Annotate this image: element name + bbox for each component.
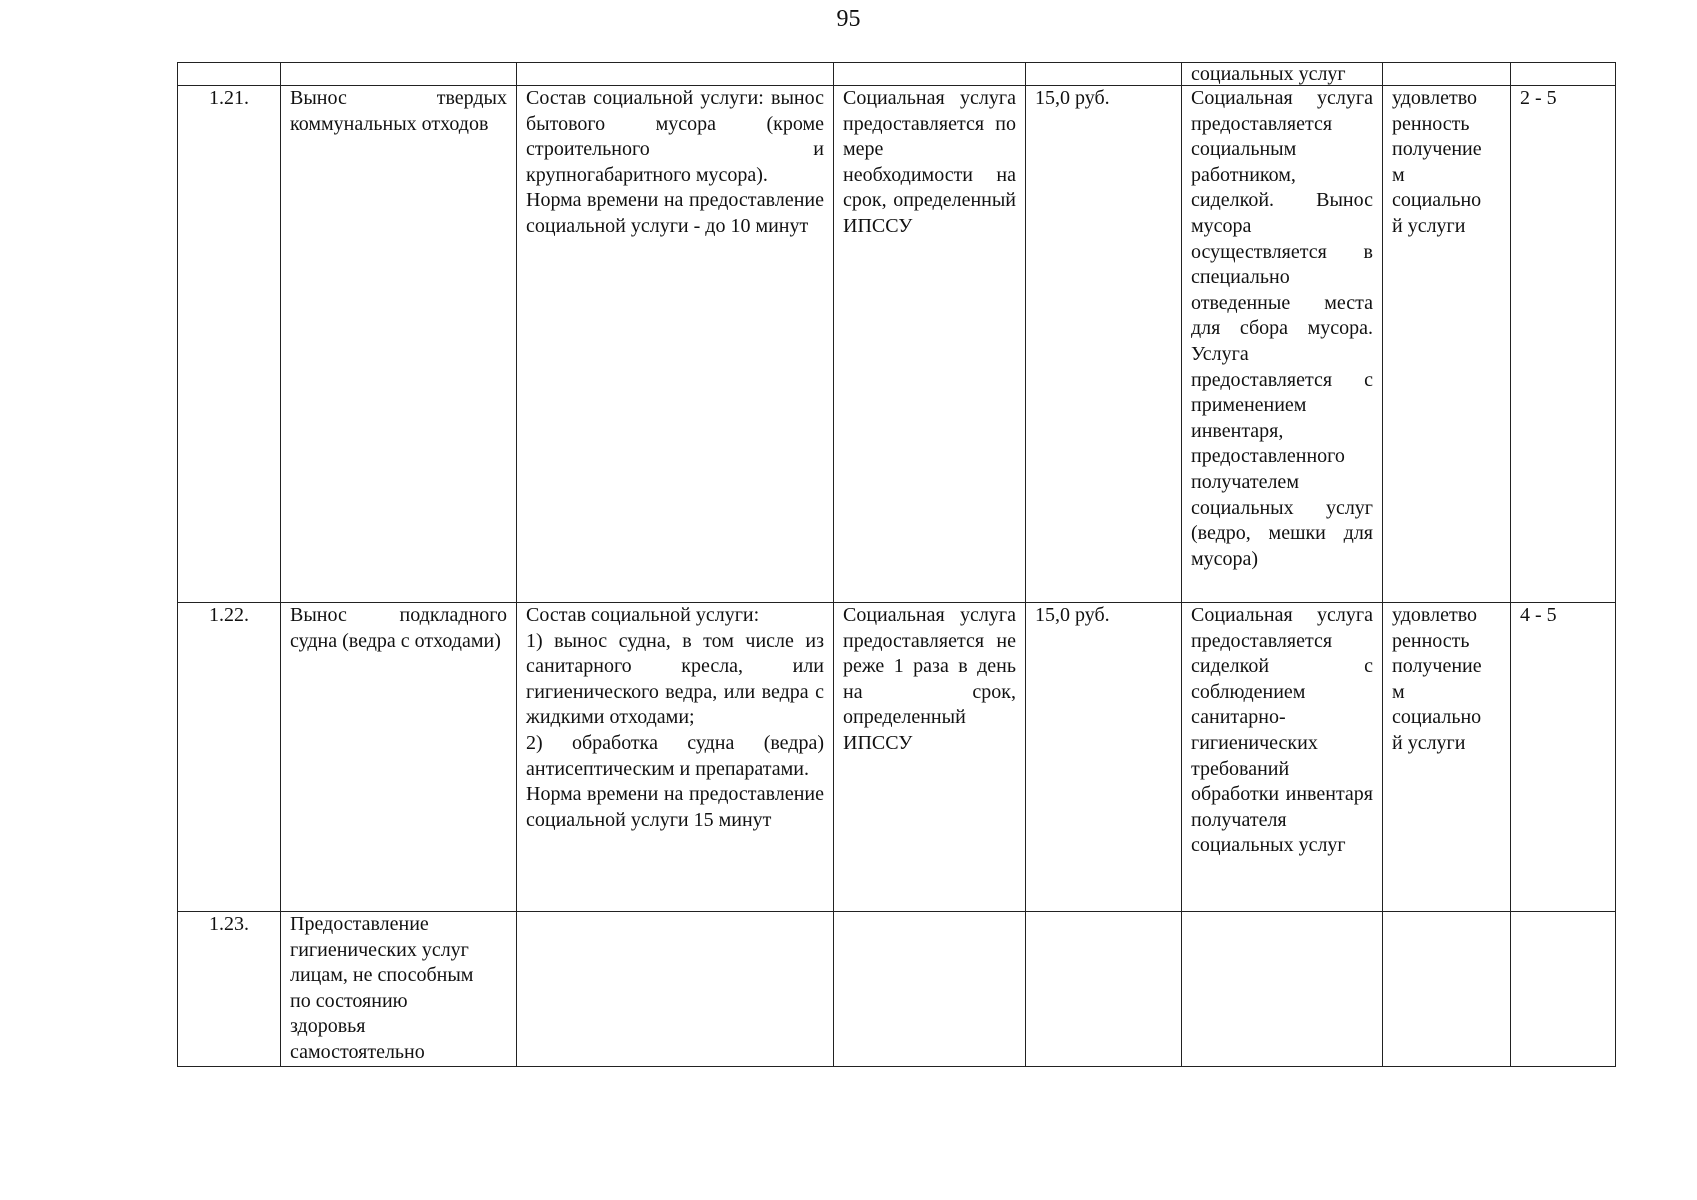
service-term: Социальная услуга предоставляется по мере необходимости на срок, определенный ИПССУ — [834, 86, 1026, 603]
service-evaluation: 4 - 5 — [1511, 603, 1616, 912]
table-cell: социальных услуг — [1182, 63, 1383, 86]
table-cell — [178, 63, 281, 86]
service-name: Вынос твердых коммунальных отходов — [281, 86, 517, 603]
service-name: Вынос подкладного судна (ведра с отходами) — [281, 603, 517, 912]
services-table — [177, 62, 1616, 1067]
service-content: Состав социальной услуги: 1) вынос судна, в том числе из санитарного кресла, или гигиенического ведра, или ведра с жидкими отходами; 2) обработка судна (ведра) антисептическим и препаратами. Норма времени на предоставление социальной услуги 15 минут — [517, 603, 834, 912]
service-term — [834, 912, 1026, 1067]
table-row — [178, 86, 1616, 603]
table-cell — [1383, 63, 1511, 86]
table-cell — [281, 63, 517, 86]
table-row — [178, 603, 1616, 912]
table-cell — [517, 63, 834, 86]
service-indicators: удовлетво ренность получение м социально й услуги — [1383, 603, 1511, 912]
service-evaluation: 2 - 5 — [1511, 86, 1616, 603]
service-term: Социальная услуга предоставляется не реже 1 раза в день на срок, определенный ИПССУ — [834, 603, 1026, 912]
service-number: 1.23. — [178, 912, 281, 1067]
table-cell — [1511, 63, 1616, 86]
service-number: 1.21. — [178, 86, 281, 603]
service-conditions: Социальная услуга предоставляется сиделкой с соблюдением санитарно-гигиенических требований обработки инвентаря получателя социальных услуг — [1182, 603, 1383, 912]
service-conditions: Социальная услуга предоставляется социальным работником, сиделкой. Вынос мусора осуществляется в специально отведенные места для сбора мусора. Услуга предоставляется с применением инвентаря, предоставленного получателем социальных услуг (ведро, мешки для мусора) — [1182, 86, 1383, 603]
continuation-row — [178, 63, 1616, 86]
service-indicators: удовлетво ренность получение м социально й услуги — [1383, 86, 1511, 603]
service-content — [517, 912, 834, 1067]
service-indicators — [1383, 912, 1511, 1067]
service-tariff: 15,0 руб. — [1026, 603, 1182, 912]
service-conditions — [1182, 912, 1383, 1067]
table-cell — [834, 63, 1026, 86]
service-name: Предоставление гигиенических услуг лицам, не способным по состоянию здоровья самостоятельно — [281, 912, 517, 1067]
service-tariff: 15,0 руб. — [1026, 86, 1182, 603]
page-number: 95 — [836, 6, 861, 32]
service-tariff — [1026, 912, 1182, 1067]
service-content: Состав социальной услуги: вынос бытового мусора (кроме строительного и крупногабаритного мусора). Норма времени на предоставление социальной услуги - до 10 минут — [517, 86, 834, 603]
service-number: 1.22. — [178, 603, 281, 912]
service-evaluation — [1511, 912, 1616, 1067]
table-cell — [1026, 63, 1182, 86]
table-row — [178, 912, 1616, 1067]
